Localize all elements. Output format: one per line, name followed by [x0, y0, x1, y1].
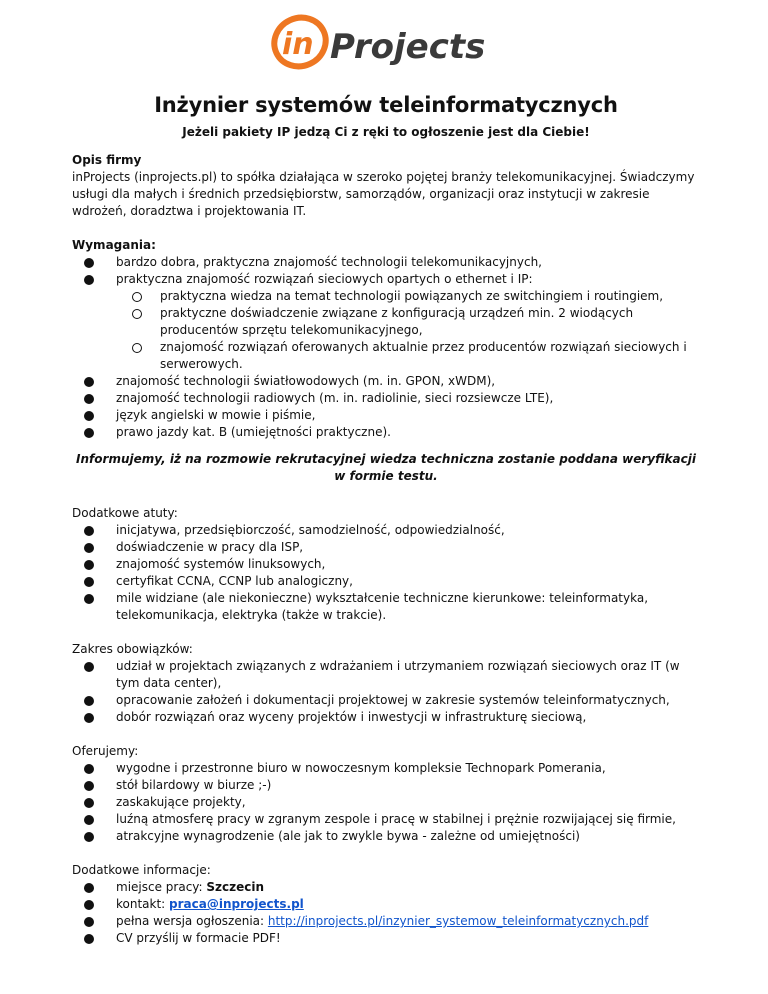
- list-item: opracowanie założeń i dokumentacji projektowej w zakresie systemów teleinformatycznych,: [72, 692, 700, 709]
- contact-label: kontakt:: [116, 897, 170, 911]
- list-item: [72, 896, 700, 913]
- list-item: udział w projektach związanych z wdrażaniem i utrzymaniem rozwiązań sieciowych oraz IT (w tym data center),: [72, 658, 700, 692]
- list-item: [72, 913, 700, 930]
- list-item-text: praktyczna znajomość rozwiązań sieciowych opartych o ethernet i IP:: [116, 272, 533, 286]
- duties-list: [72, 658, 700, 726]
- sublist-item: znajomość rozwiązań oferowanych aktualnie przez producentów rozwiązań sieciowych i serwerowych.: [72, 339, 700, 373]
- page-title: Inżynier systemów teleinformatycznych: [154, 93, 618, 117]
- place-label: miejsce pracy:: [116, 880, 207, 894]
- list-item: doświadczenie w pracy dla ISP,: [72, 539, 700, 556]
- logo-graphic: [270, 8, 500, 72]
- list-item: zaskakujące projekty,: [72, 794, 700, 811]
- list-item: [72, 879, 700, 896]
- logo-projects-text: Projects: [330, 27, 486, 67]
- full-version-label: pełna wersja ogłoszenia:: [116, 914, 268, 928]
- list-item: [72, 271, 700, 288]
- requirements-list: [72, 254, 700, 288]
- list-item: prawo jazdy kat. B (umiejętności praktyczne).: [72, 424, 700, 441]
- sublist-item: praktyczne doświadczenie związane z konfiguracją urządzeń min. 2 wiodących producentów sprzętu telekomunikacyjnego,: [72, 305, 700, 339]
- list-item: wygodne i przestronne biuro w nowoczesnym kompleksie Technopark Pomerania,: [72, 760, 700, 777]
- contact-email-link[interactable]: praca@inprojects.pl: [169, 897, 304, 911]
- requirements-sublist: [72, 288, 700, 373]
- requirements-heading: Wymagania:: [72, 238, 156, 252]
- company-heading: Opis firmy: [72, 153, 142, 167]
- list-item: stół bilardowy w biurze ;-): [72, 777, 700, 794]
- info-heading: Dodatkowe informacje:: [72, 863, 211, 877]
- list-item: atrakcyjne wynagrodzenie (ale jak to zwykle bywa - zależne od umiejętności): [72, 828, 700, 845]
- document-body: [72, 152, 700, 947]
- list-item: znajomość technologii światłowodowych (m. in. GPON, xWDM),: [72, 373, 700, 390]
- test-notice: Informujemy, iż na rozmowie rekrutacyjnej wiedza techniczna zostanie poddana weryfikacji w formie testu.: [76, 452, 696, 483]
- logo-in-text: in: [282, 27, 314, 62]
- offer-list: [72, 760, 700, 845]
- inprojects-logo: [270, 8, 500, 72]
- sublist-item: praktyczna wiedza na temat technologii powiązanych ze switchingiem i routingiem,: [72, 288, 700, 305]
- extras-list: [72, 522, 700, 624]
- list-item: znajomość systemów linuksowych,: [72, 556, 700, 573]
- requirements-list-continued: [72, 373, 700, 441]
- list-item: znajomość technologii radiowych (m. in. radiolinie, sieci rozsiewcze LTE),: [72, 390, 700, 407]
- list-item: mile widziane (ale niekonieczne) wykształcenie techniczne kierunkowe: teleinformatyka, telekomunikacja, elektryka (także w trakcie).: [72, 590, 700, 624]
- list-item: inicjatywa, przedsiębiorczość, samodzielność, odpowiedzialność,: [72, 522, 700, 539]
- info-list: [72, 879, 700, 947]
- page-subtitle: Jeżeli pakiety IP jedzą Ci z ręki to ogłoszenie jest dla Ciebie!: [182, 125, 590, 139]
- list-item: luźną atmosferę pracy w zgranym zespole i pracę w stabilnej i prężnie rozwijającej się firmie,: [72, 811, 700, 828]
- list-item: język angielski w mowie i piśmie,: [72, 407, 700, 424]
- list-item: certyfikat CCNA, CCNP lub analogiczny,: [72, 573, 700, 590]
- duties-heading: Zakres obowiązków:: [72, 642, 193, 656]
- list-item: dobór rozwiązań oraz wyceny projektów i inwestycji w infrastrukturę sieciową,: [72, 709, 700, 726]
- list-item: CV przyślij w formacie PDF!: [72, 930, 700, 947]
- company-description: inProjects (inprojects.pl) to spółka działająca w szeroko pojętej branży telekomunikacyjnej. Świadczymy usługi dla małych i średnich przedsiębiorstw, samorządów, organizacji oraz instytucji w zakresie wdrożeń, doradztwa i projektowania IT.: [72, 170, 695, 218]
- offer-heading: Oferujemy:: [72, 744, 139, 758]
- full-version-link[interactable]: http://inprojects.pl/inzynier_systemow_teleinformatycznych.pdf: [267, 914, 649, 928]
- extras-heading: Dodatkowe atuty:: [72, 506, 178, 520]
- place-value: Szczecin: [206, 880, 265, 894]
- list-item: bardzo dobra, praktyczna znajomość technologii telekomunikacyjnych,: [72, 254, 700, 271]
